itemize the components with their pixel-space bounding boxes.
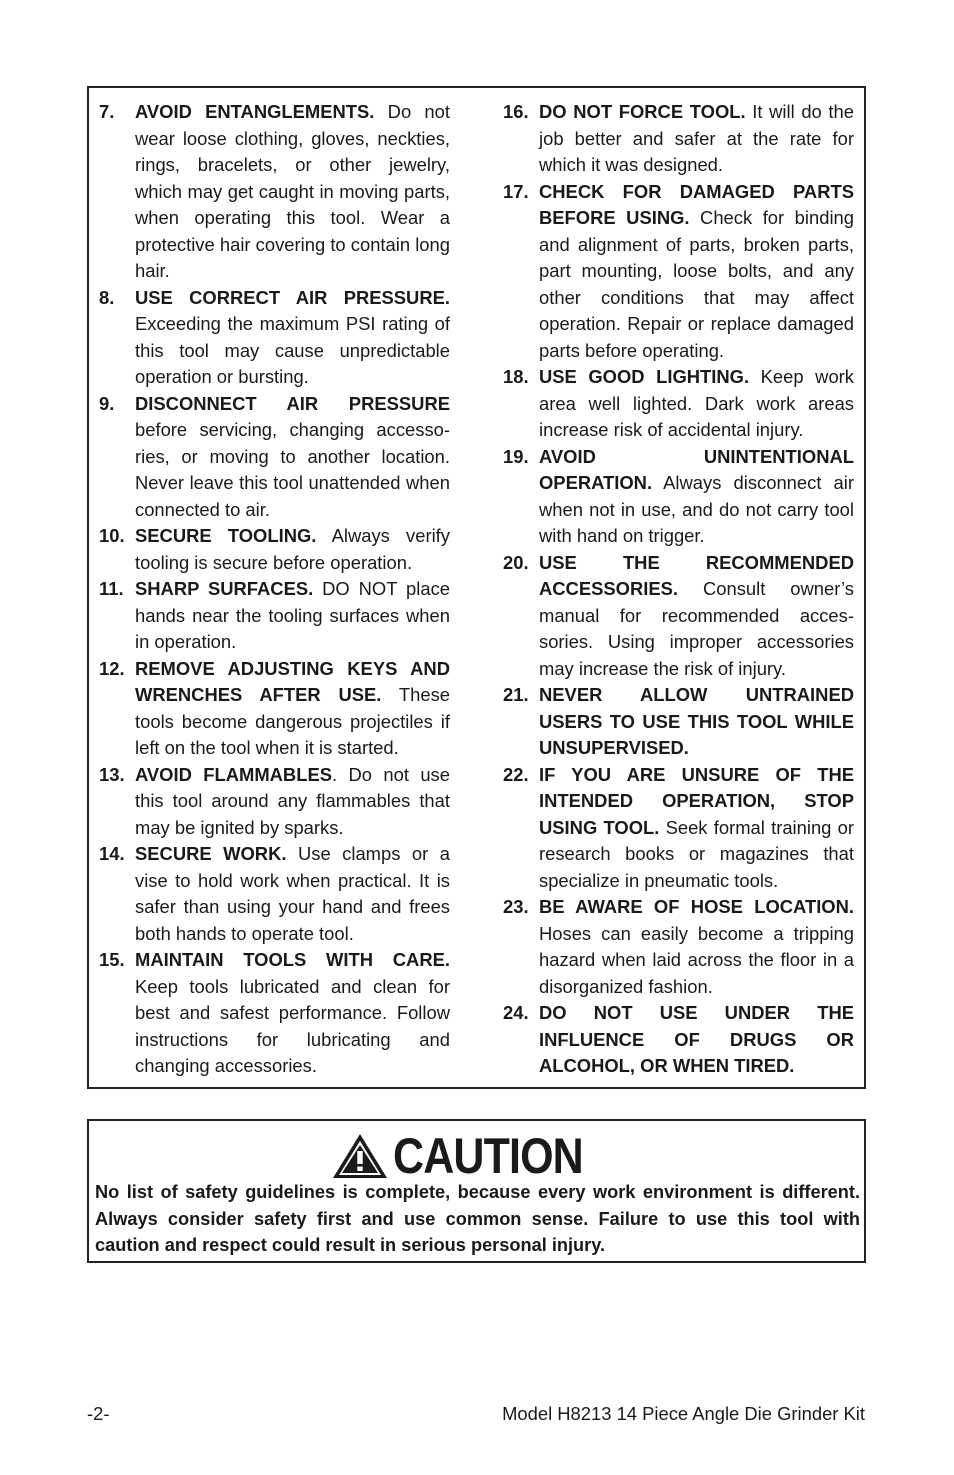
safety-rule-text: [539, 1000, 854, 1080]
safety-rule-item: [99, 99, 450, 285]
safety-rule-heading: SECURE WORK.: [135, 843, 287, 864]
safety-rule-item: [99, 656, 450, 762]
safety-rule-text: [539, 682, 854, 762]
caution-text: No list of safety guidelines is complete, because every work environment is different. Always consider safety first and use common sense. Failure to use this tool with caution and respect could result in serious personal injury.: [95, 1182, 860, 1255]
safety-rule-body: It will do the job better and safer at the rate for which it was designed.: [539, 101, 854, 175]
safety-rule-heading: NEVER ALLOW UNTRAINED USERS TO USE THIS TOOL WHILE UNSUPERVISED.: [539, 684, 854, 758]
safety-rule-body: Exceeding the maximum PSI rating of this tool may cause unpredictable operation or bursting.: [135, 313, 450, 387]
safety-rule-number: 10.: [99, 525, 125, 546]
safety-rule-item: [99, 285, 450, 391]
safety-rule-heading: MAINTAIN TOOLS WITH CARE.: [135, 949, 450, 970]
safety-rule-number: 14.: [99, 843, 125, 864]
safety-rule-heading: AVOID FLAMMABLES: [135, 763, 332, 785]
safety-rule-heading: AVOID ENTANGLEMENTS.: [135, 101, 375, 122]
safety-rule-heading: REMOVE ADJUSTING KEYS AND WRENCHES AFTER USE.: [135, 657, 450, 705]
safety-rule-text: [539, 179, 854, 365]
safety-rule-item: [99, 523, 450, 576]
safety-rule-body: Seek formal training or research books or magazines that specialize in pneumatic tools.: [539, 816, 854, 891]
safety-rule-number: 9.: [99, 392, 115, 414]
safety-rule-text: [539, 894, 854, 1000]
safety-rule-item: [503, 99, 854, 179]
safety-rule-text: [135, 841, 450, 947]
safety-rule-body: . Do not use this tool around any flammables that may be ignited by sparks.: [135, 763, 450, 838]
safety-rule-heading: USE GOOD LIGHTING.: [539, 366, 750, 387]
safety-rule-item: [99, 947, 450, 1080]
safety-rule-item: [99, 576, 450, 656]
safety-rule-body: These tools become dangerous projectiles if left on the tool when it is started.: [135, 684, 450, 758]
safety-rule-heading: DISCONNECT AIR PRESSURE: [135, 392, 450, 414]
safety-rule-text: [539, 444, 854, 550]
safety-rule-number: 18.: [503, 366, 529, 387]
safety-rule-text: [539, 762, 854, 895]
safety-rule-item: [503, 364, 854, 444]
safety-rule-number: 20.: [503, 551, 529, 573]
safety-rule-body: DO NOT place hands near the tooling surfaces when in operation.: [135, 578, 450, 652]
page-number: -2-: [87, 1403, 110, 1424]
safety-rule-heading: SHARP SURFACES.: [135, 578, 314, 599]
safety-rule-text: [135, 99, 450, 285]
safety-rule-text: [135, 576, 450, 656]
safety-rule-item: [503, 444, 854, 550]
safety-rule-number: 15.: [99, 949, 125, 970]
safety-rule-number: 16.: [503, 101, 529, 122]
safety-rule-text: [539, 99, 854, 179]
safety-rule-number: 8.: [99, 286, 115, 308]
safety-rules-box: [87, 86, 866, 1089]
safety-rule-number: 11.: [99, 578, 124, 599]
safety-rule-number: 12.: [99, 657, 125, 679]
safety-rule-body: Always verify tooling is secure before operation.: [135, 525, 450, 573]
safety-rule-text: [135, 523, 450, 576]
safety-rule-text: [135, 947, 450, 1080]
safety-rule-heading: AVOID UNINTENTIONAL OPERATION.: [539, 445, 854, 493]
safety-rule-body: before servicing, changing accessories, or moving to another location. Never leave this tool unattended when connected to air.: [135, 419, 450, 520]
caution-heading: [89, 1129, 864, 1183]
safety-rule-heading: SECURE TOOLING.: [135, 525, 317, 546]
safety-rule-item: [99, 762, 450, 842]
caution-box: [87, 1119, 866, 1263]
safety-rule-text: [135, 656, 450, 762]
safety-rule-item: [503, 894, 854, 1000]
model-footer: Model H8213 14 Piece Angle Die Grinder Kit: [502, 1403, 865, 1424]
safety-rule-text: [539, 550, 854, 683]
safety-rule-item: [503, 550, 854, 683]
safety-rule-body: Use clamps or a vise to hold work when practical. It is safer than using your hand and frees both hands to operate tool.: [135, 843, 450, 944]
safety-rule-body: Do not wear loose clothing, gloves, neckties, rings, bracelets, or other jewelry, which may get caught in moving parts, when operating this tool. Wear a protective hair covering to contain long hair.: [135, 101, 451, 281]
caution-title: CAUTION: [392, 1128, 583, 1184]
safety-rule-text: [135, 391, 450, 524]
safety-rule-heading: IF YOU ARE UNSURE OF THE INTENDED OPERATION, STOP USING TOOL.: [539, 763, 854, 838]
safety-rule-body: Always disconnect air when not in use, and do not carry tool with hand on trigger.: [539, 472, 854, 546]
safety-rule-item: [503, 762, 854, 895]
safety-rule-text: [135, 762, 450, 842]
safety-rule-item: [99, 391, 450, 524]
safety-rule-number: 17.: [503, 180, 529, 202]
safety-rules-left-column: [99, 99, 450, 1080]
safety-rule-number: 22.: [503, 763, 529, 785]
safety-rule-heading: BE AWARE OF HOSE LOCATION.: [539, 896, 854, 917]
safety-rule-heading: USE THE RECOMMENDED ACCESSORIES.: [539, 551, 854, 599]
safety-rule-body: Check for binding and alignment of parts, broken parts, part mounting, loose bolts, and any other conditions that may affect operation. Repair or replace damaged parts before operating.: [539, 207, 854, 361]
safety-rule-text: [539, 364, 854, 444]
safety-rule-body: Keep work area well lighted. Dark work areas increase risk of accidental injury.: [539, 366, 855, 440]
safety-rule-number: 23.: [503, 896, 529, 917]
safety-rule-number: 13.: [99, 763, 125, 785]
safety-rule-heading: USE CORRECT AIR PRESSURE.: [135, 286, 450, 308]
safety-rule-item: [503, 1000, 854, 1080]
safety-rules-right-column: [503, 99, 854, 1080]
safety-rule-item: [503, 682, 854, 762]
safety-rule-text: [135, 285, 450, 391]
safety-rule-item: [99, 841, 450, 947]
safety-rule-item: [503, 179, 854, 365]
warning-triangle-icon: [331, 1132, 389, 1180]
safety-rule-heading: CHECK FOR DAMAGED PARTS BEFORE USING.: [539, 180, 854, 228]
safety-rule-heading: DO NOT FORCE TOOL.: [539, 101, 746, 122]
safety-rule-heading: DO NOT USE UNDER THE INFLUENCE OF DRUGS OR ALCOHOL, OR WHEN TIRED.: [539, 1002, 854, 1076]
safety-rule-body: Keep tools lubricated and clean for best and safest performance. Follow instructions for lubricating and changing accessories.: [135, 975, 450, 1076]
safety-rule-body: Hoses can easily become a tripping hazard when laid across the floor in a disorganized fashion.: [539, 922, 854, 997]
safety-rule-number: 19.: [503, 445, 529, 467]
safety-rule-number: 24.: [503, 1002, 529, 1023]
safety-rule-body: Consult owner’s manual for recommended accessories. Using improper accessories may increase the risk of injury.: [539, 578, 854, 679]
safety-rule-number: 21.: [503, 684, 529, 705]
safety-rule-number: 7.: [99, 101, 115, 122]
